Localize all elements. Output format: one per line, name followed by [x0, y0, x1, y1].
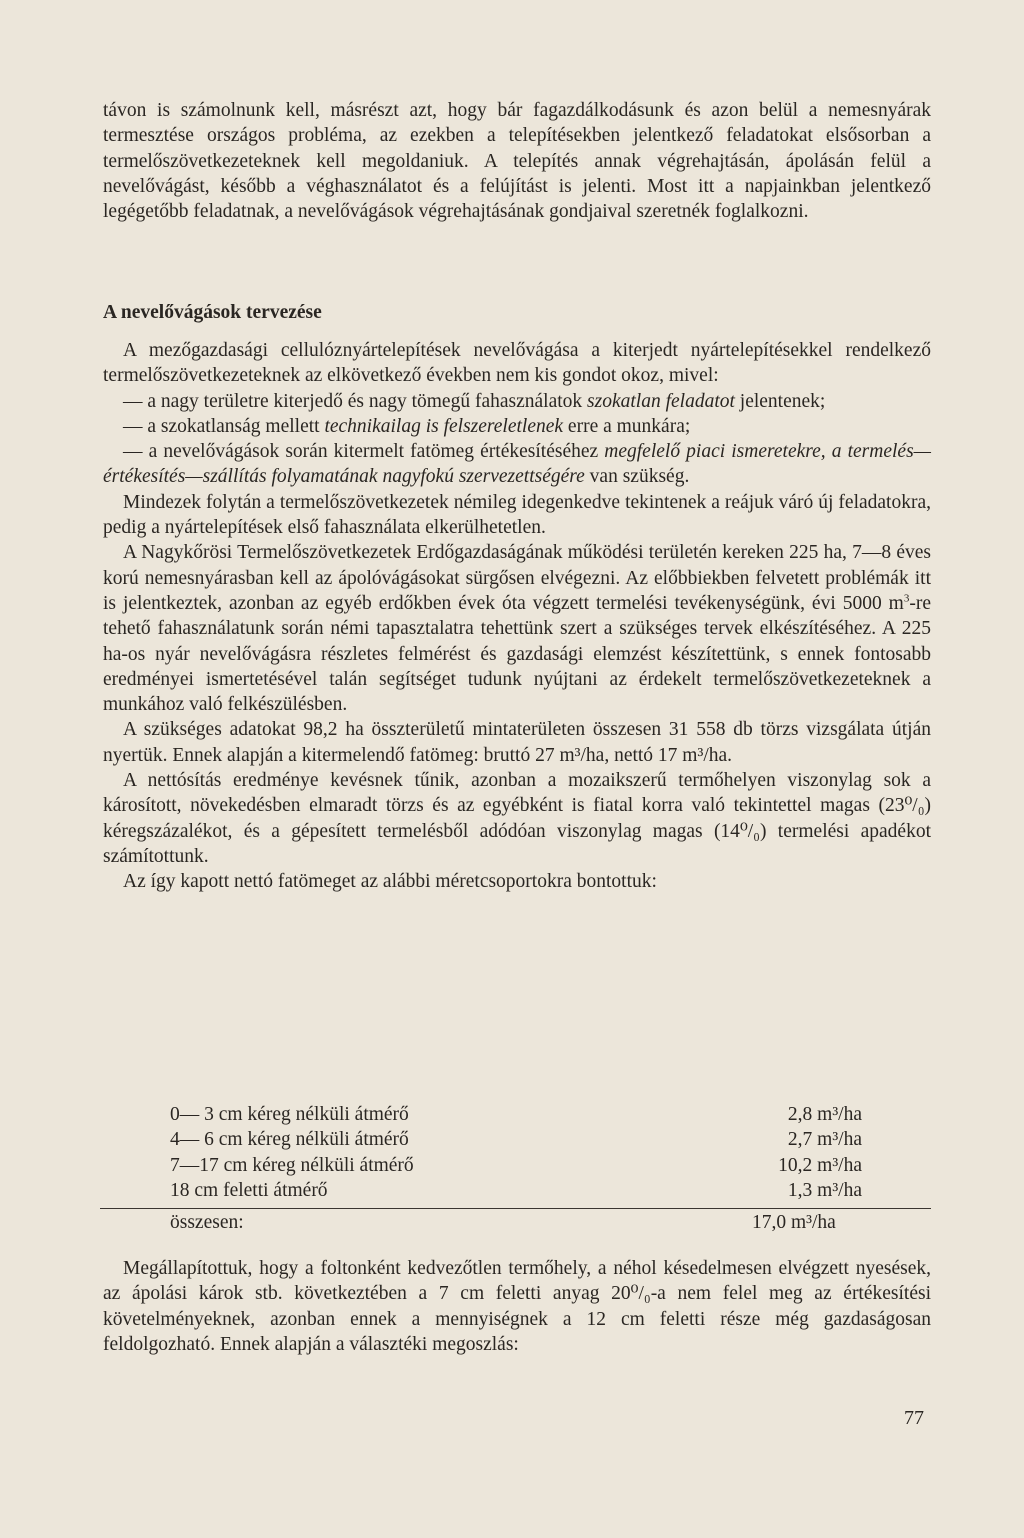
bullet-3-end: van szükség.	[584, 466, 690, 488]
percent-sign: ⁰/₀	[904, 795, 925, 817]
paragraph-5	[103, 768, 931, 869]
section-heading: A nevelővágások tervezése	[103, 302, 322, 323]
size-class-value: 10,2 m³/ha	[778, 1154, 862, 1176]
size-class-label: 0— 3 cm kéreg nélküli átmérő	[170, 1104, 409, 1125]
bullet-2-end: erre a munkára;	[563, 415, 691, 437]
total-label: összesen:	[170, 1212, 244, 1233]
total-value: 17,0 m³/ha	[752, 1212, 836, 1233]
paragraph-3-end: -re tehető fahasználatunk során némi tapasztalatra tehettünk szert a szükséges tervek elkészítéséhez. A 225 ha-os nyár nevelővágásra részletes felmérést és gazdasági elemzést készítettünk, s ennek fontosabb eredményei ismertetésével talán segítséget tudunk nyújtani az érdekelt termelőszövetkezeteknek a munkához való felkészülésben.	[103, 592, 931, 716]
size-class-value: 2,8 m³/ha	[787, 1104, 862, 1125]
bullet-1-emphasis: szokatlan feladatot	[587, 390, 735, 412]
size-class-label: 7—17 cm kéreg nélküli átmérő	[170, 1154, 414, 1176]
bullet-1	[103, 389, 931, 414]
paragraph-4: A szükséges adatokat 98,2 ha összterületű mintaterületen összesen 31 558 db törzs vizsgálata útján nyertük. Ennek alapján a kitermelendő fatömeg: bruttó 27 m³/ha, nettó 17 m³/ha.	[103, 719, 931, 766]
paragraph-3	[103, 540, 931, 717]
table-row	[170, 1127, 862, 1152]
bullet-3-emphasis: megfelelő piaci ismeretekre, a termelés—értékesítés—szállítás folyamatának nagyfokú szervezettségére	[103, 441, 931, 488]
percent-sign: ⁰/₀	[739, 820, 760, 842]
bullet-3	[103, 439, 931, 490]
paragraph-3-start: A Nagykőrösi Termelőszövetkezetek Erdőgazdaságának működési területén kereken 225 ha, 7—8 éves korú nemesnyárasban kell az ápolóvágásokat sürgősen elvégezni. Az előbbiekben felvetett problémák itt is jelentkeztek, azonban az egyéb erdőkben évek óta végzett termelési tevékenységünk, évi 5000 m	[103, 542, 931, 614]
paragraph-6: Az így kapott nettó fatömeget az alábbi méretcsoportokra bontottuk:	[123, 871, 657, 893]
intro-text: távon is számolnunk kell, másrészt azt, hogy bár fagazdálkodásunk és azon belül a nemesnyárak termesztése országos probléma, az ezekben a telepítésekben jelentkező feladatokat elsősorban a termelőszövetkezeteknek kell megoldaniuk. A telepítés annak végrehajtásán, ápolásán felül a nevelővágást, később a véghasználatot és a felújítást is jelenti. Most itt a napjainkban jelentkező legégetőbb feladatnak, a nevelővágások végrehajtásának gondjaival szeretnék foglalkozni.	[103, 100, 931, 223]
paragraph-1: A mezőgazdasági cellulóznyártelepítések nevelővágása a kiterjedt nyártelepítésekkel rendelkező termelőszövetkezeteknek az elkövetkező években nem kis gondot okoz, mivel:	[103, 340, 931, 387]
superscript-3: 3	[903, 592, 910, 605]
section-body	[103, 338, 931, 895]
paragraph-7: Megállapítottuk, hogy a foltonként kedvezőtlen termőhely, a néhol késedelmesen elvégzett nyesések, az ápolási károk stb. következtében a 7 cm feletti anyag 20⁰/₀-a nem felel meg az értékesítési követelményeknek, azonban ennek a mennyiségnek a 12 cm feletti része még gazdaságosan feldolgozható. Ennek alapján a választéki megoszlás:	[103, 1258, 931, 1355]
size-class-label: 18 cm feletti átmérő	[170, 1179, 328, 1201]
paragraph-2: Mindezek folytán a termelőszövetkezetek némileg idegenkedve tekintenek a reájuk váró új feladatokra, pedig a nyártelepítések első fahasználata elkerülhetetlen.	[103, 491, 931, 539]
closing-section	[103, 1256, 931, 1357]
size-class-value: 1,3 m³/ha	[787, 1179, 862, 1201]
paragraph-5-b: ) kéregszázalékot, és a gépesített termelésből adódóan viszonylag magas (14	[103, 795, 931, 842]
size-class-table	[170, 1102, 862, 1203]
paragraph-5-c: ) termelési apadékot számítottunk.	[103, 820, 931, 867]
table-row	[170, 1178, 862, 1203]
table-rule	[100, 1208, 931, 1209]
intro-paragraph	[103, 98, 931, 224]
size-class-label: 4— 6 cm kéreg nélküli átmérő	[170, 1129, 409, 1151]
page-number: 77	[904, 1407, 924, 1429]
table-row	[170, 1102, 862, 1127]
table-row	[170, 1153, 862, 1178]
bullet-2-text: — a szokatlanság mellett	[123, 415, 325, 437]
size-class-value: 2,7 m³/ha	[787, 1129, 862, 1151]
bullet-1-end: jelentenek;	[734, 390, 826, 412]
paragraph-5-a: A nettósítás eredménye kevésnek tűnik, azonban a mozaikszerű termőhelyen viszonylag sok a károsított, növekedésben elmaradt törzs és az egyébként is fiatal korra való tekintettel magas (23	[103, 770, 931, 817]
bullet-1-text: — a nagy területre kiterjedő és nagy tömegű fahasználatok	[123, 390, 588, 412]
bullet-2	[103, 414, 931, 439]
bullet-2-emphasis: technikailag is felszereletlenek	[324, 415, 564, 437]
bullet-3-text: — a nevelővágások során kitermelt fatömeg értékesítéséhez	[123, 441, 605, 463]
